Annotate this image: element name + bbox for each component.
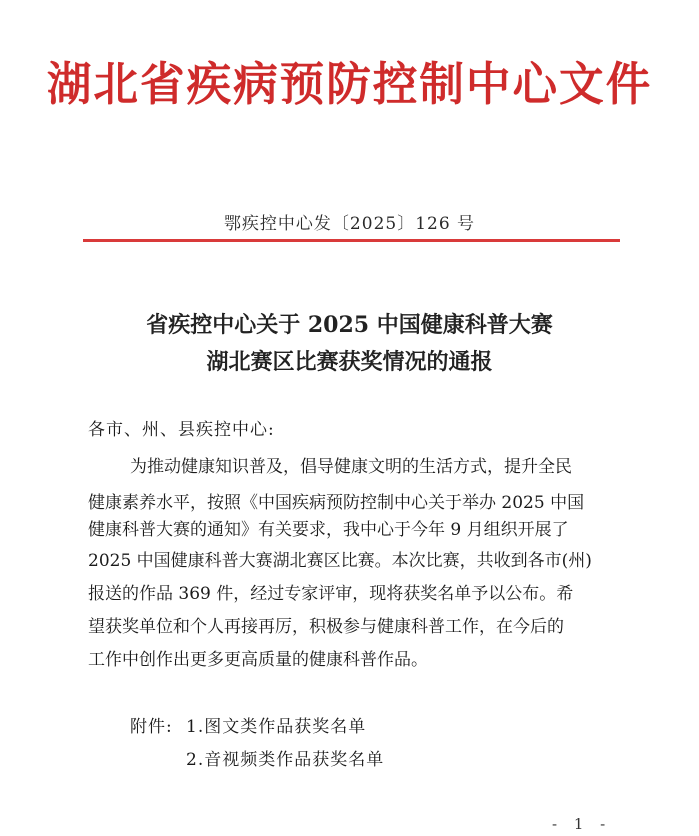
body-line: 望获奖单位和个人再接再厉，积极参与健康科普工作，在今后的 (88, 617, 564, 637)
attachment-item: 1.图文类作品获奖名单 (186, 717, 367, 737)
body-line: 健康素养水平，按照《中国疾病预防控制中心关于举办 2025 中国 (88, 493, 585, 513)
red-divider (83, 239, 620, 242)
body-line: 2025 中国健康科普大赛湖北赛区比赛。本次比赛，共收到各市(州) (88, 551, 592, 571)
page-number: - 1 - (552, 815, 612, 833)
attachments-label: 附件: (130, 717, 173, 737)
salutation: 各市、州、县疾控中心: (88, 420, 275, 440)
body-line: 工作中创作出更多更高质量的健康科普作品。 (88, 650, 428, 670)
body-line: 为推动健康知识普及，倡导健康文明的生活方式，提升全民 (130, 457, 572, 477)
notice-title-line-2: 湖北赛区比赛获奖情况的通报 (206, 349, 493, 375)
notice-title-line-1: 省疾控中心关于 2025 中国健康科普大赛 (146, 312, 553, 338)
organization-header: 湖北省疾病预防控制中心文件 (46, 57, 653, 111)
body-line: 健康科普大赛的通知》有关要求，我中心于今年 9 月组织开展了 (88, 520, 569, 540)
body-line: 报送的作品 369 件，经过专家评审，现将获奖名单予以公布。希 (88, 584, 574, 604)
document-number: 鄂疾控中心发〔2025〕126 号 (223, 214, 476, 234)
attachment-item: 2.音视频类作品获奖名单 (186, 750, 385, 770)
